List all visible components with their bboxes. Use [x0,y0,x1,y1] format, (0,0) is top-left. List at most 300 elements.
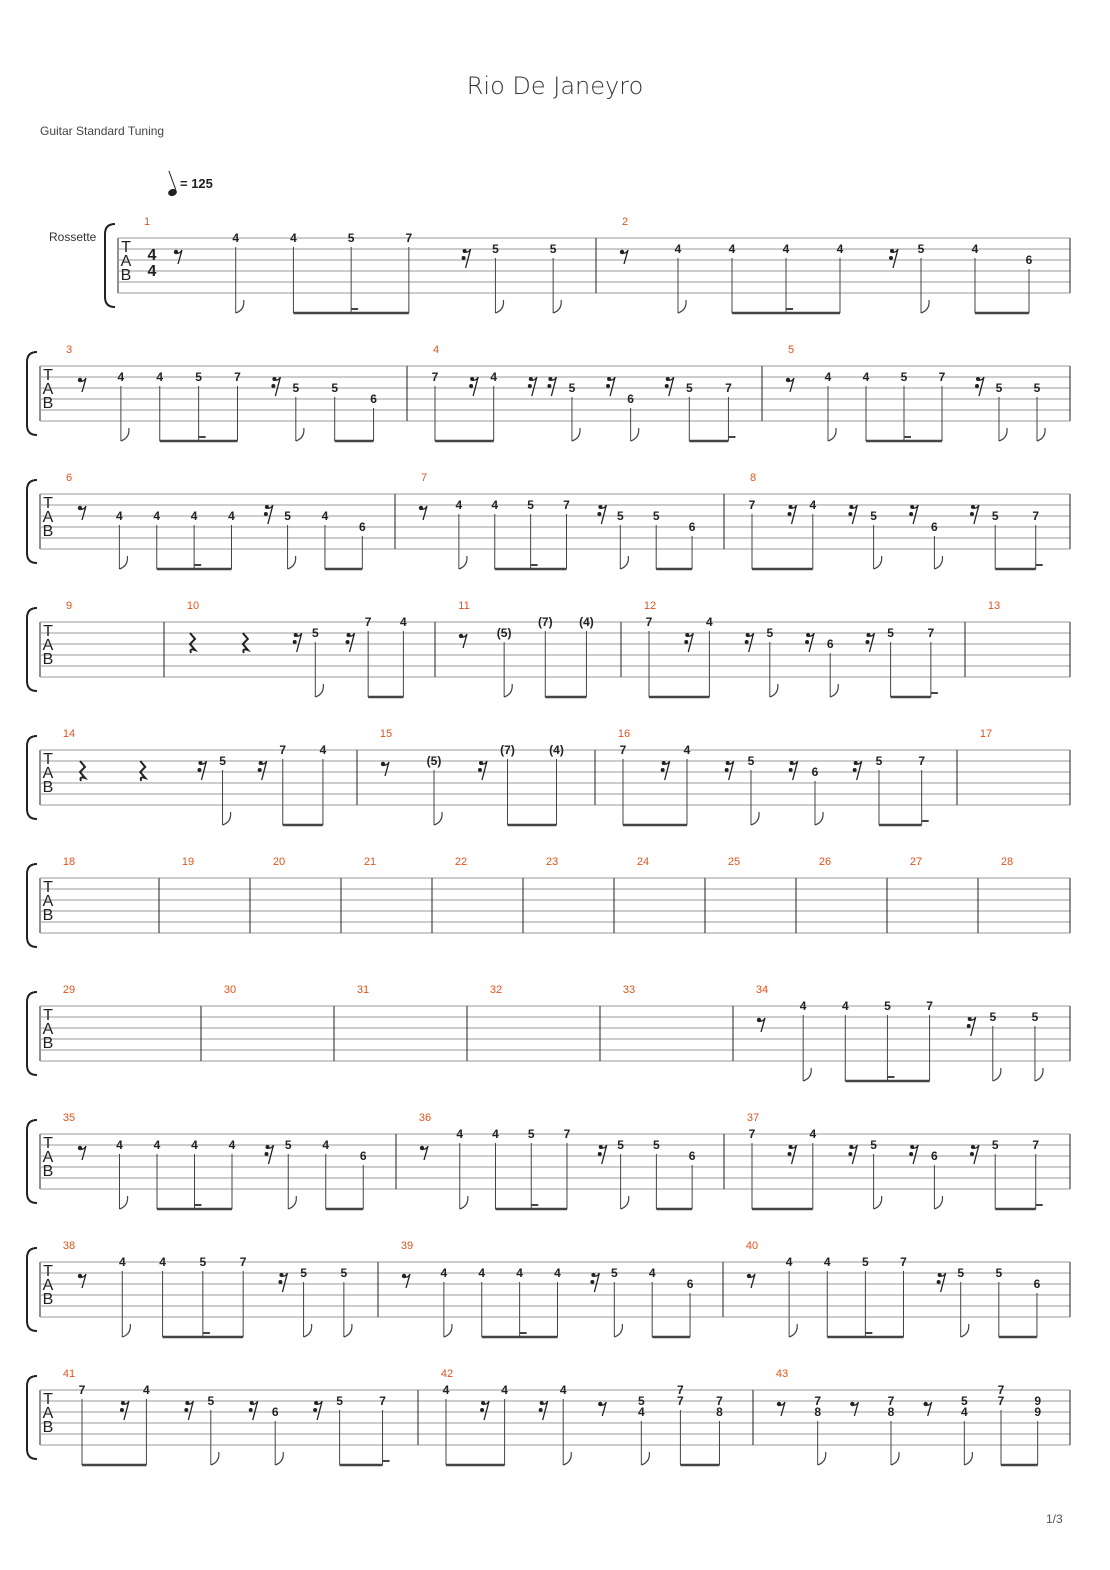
page-number: 1/3 [1046,1512,1063,1526]
sixteenth-rest [937,1280,941,1284]
measure-number: 9 [65,600,73,612]
fret-number: 6 [358,520,366,534]
measure-number: 21 [363,856,377,868]
sixteenth-rest [889,256,893,260]
note-flag [921,300,929,313]
measure-number: 25 [727,856,741,868]
fret-number: 5 [991,1138,999,1152]
fret-number: (7) [500,743,515,757]
fret-number: 5 [637,1394,645,1408]
sixteenth-rest [967,1024,971,1028]
fret-number: 7 [887,1394,895,1408]
sixteenth-rest [788,512,792,516]
fret-number: 4 [116,1138,123,1152]
fret-number: 7 [997,1383,1005,1397]
fret-number: 7 [563,498,570,512]
sixteenth-rest [278,1280,282,1284]
fret-number: 4 [153,1138,161,1152]
fret-number: 5 [340,1266,348,1280]
measure-number: 36 [418,1112,432,1124]
fret-number: 7 [239,1255,247,1269]
system-brace [27,992,37,1075]
measure-number: 37 [746,1112,760,1124]
fret-number: 9 [1034,1394,1042,1408]
note-flag [964,1452,972,1465]
fret-number: (7) [537,615,553,629]
fret-number: 6 [370,392,377,406]
sixteenth-rest [590,1280,594,1284]
fret-number: 5 [653,1138,660,1152]
note-flag [495,300,503,313]
tempo-value: = 125 [180,176,213,191]
sixteenth-rest [293,640,297,644]
quarter-rest [243,633,248,653]
fret-number: 5 [870,509,877,523]
note-flag [304,1324,312,1337]
fret-number: 7 [379,1394,386,1408]
note-flag [120,1196,128,1209]
fret-number: 4 [706,615,713,629]
fret-number: 4 [478,1266,486,1280]
note-flag [288,1196,296,1209]
quarter-rest [80,761,85,781]
note-flag [620,556,628,569]
fret-number: 5 [995,381,1003,395]
fret-number: 7 [364,615,372,629]
fret-number: 5 [568,381,576,395]
note-flag [815,812,823,825]
sixteenth-rest [909,1152,913,1156]
tab-clef-letter: A [42,1149,54,1166]
tab-clef-letter: A [42,765,54,782]
fret-number: 5 [991,509,999,523]
tab-clef-letter: B [42,779,54,796]
fret-number: 7 [997,1394,1005,1408]
fret-number: 4 [554,1266,561,1280]
tab-clef-letter: A [42,1021,54,1038]
measure-number: 29 [62,984,76,996]
measure-number: 5 [787,344,795,356]
fret-number: 4 [559,1383,567,1397]
sixteenth-rest [462,256,466,260]
fret-number: 5 [336,1394,343,1408]
fret-number: 7 [900,1255,907,1269]
sixteenth-rest [970,512,974,516]
fret-number: 6 [811,765,819,779]
fret-number: 5 [1031,1010,1039,1024]
measure-number: 14 [62,728,76,740]
fret-number: 5 [1033,381,1041,395]
note-flag [803,1068,811,1081]
note-flag [122,1324,130,1337]
fret-number: 7 [938,370,946,384]
fret-number: 8 [716,1405,723,1419]
note-flag [621,1196,629,1209]
fret-number: 6 [686,1277,694,1291]
note-flag [223,812,231,825]
fret-number: 5 [219,754,226,768]
measure-number: 40 [745,1240,759,1252]
note-flag [315,684,323,697]
fret-number: 8 [814,1405,822,1419]
fret-number: 5 [960,1394,968,1408]
fret-number: 4 [190,509,198,523]
fret-number: 7 [725,381,732,395]
measure-number: 3 [65,344,73,356]
fret-number: 7 [234,370,241,384]
fret-number: 4 [516,1266,523,1280]
fret-number: 4 [862,370,870,384]
tab-clef-letter: B [42,1291,54,1308]
note-flag [830,684,838,697]
time-signature: 4 [147,263,157,280]
tab-clef-letter: T [43,879,53,896]
instrument-name: Rossette [49,230,97,244]
sixteenth-rest [853,768,857,772]
fret-number: 7 [645,615,653,629]
fret-number: 5 [311,626,319,640]
fret-number: 4 [232,231,240,245]
fret-number: 4 [143,1383,150,1397]
sixteenth-rest [184,1408,188,1412]
tab-clef-letter: B [42,651,54,668]
fret-number: 4 [799,999,807,1013]
measure-number: 33 [622,984,636,996]
note-flag [459,556,467,569]
fret-number: 6 [931,1149,938,1163]
fret-number: 5 [616,509,624,523]
fret-number: 5 [527,1127,535,1141]
fret-number: 7 [814,1394,822,1408]
sixteenth-rest [684,640,688,644]
fret-number: 7 [748,498,756,512]
note-flag [460,1196,468,1209]
fret-number: 9 [1034,1405,1042,1419]
fret-number: 5 [917,242,925,256]
tab-clef-letter: T [43,1007,53,1024]
fret-number: 7 [677,1394,684,1408]
measure-number: 4 [432,344,440,356]
fret-number: 5 [884,999,891,1013]
sixteenth-rest [271,384,275,388]
fret-number: 6 [688,520,696,534]
fret-number: 7 [563,1127,571,1141]
fret-number: 7 [431,370,439,384]
note-flag [275,1452,283,1465]
fret-number: 6 [826,637,834,651]
note-flag [934,1196,942,1209]
sixteenth-rest [970,1152,974,1156]
note-flag [572,428,580,441]
fret-number: 4 [191,1138,198,1152]
measure-number: 15 [379,728,393,740]
fret-number: 7 [918,754,926,768]
tab-clef-letter: B [42,1035,54,1052]
fret-number: 4 [321,509,329,523]
tab-clef-letter: B [42,523,54,540]
sixteenth-rest [264,512,268,516]
sixteenth-rest [265,1152,269,1156]
fret-number: 6 [931,520,938,534]
tab-clef-letter: B [42,1419,54,1436]
note-flag [934,556,942,569]
measure-number: 12 [643,600,657,612]
fret-number: 5 [300,1266,307,1280]
fret-number: 6 [688,1149,696,1163]
measure-number: 39 [400,1240,414,1252]
fret-number: 4 [674,242,682,256]
tab-clef-letter: A [42,1405,54,1422]
fret-number: 5 [492,242,499,256]
fret-number: 5 [685,381,693,395]
fret-number: 7 [677,1383,684,1397]
fret-number: 4 [400,615,407,629]
sixteenth-rest [346,640,350,644]
fret-number: 5 [527,498,534,512]
fret-number: 4 [782,242,790,256]
tab-clef-letter: B [42,907,54,924]
fret-number: 4 [490,370,498,384]
note-flag [121,428,129,441]
fret-number: 5 [207,1394,215,1408]
measure-number: 30 [223,984,237,996]
fret-number: 4 [809,498,817,512]
note-flag [789,1324,797,1337]
note-flag [818,1452,826,1465]
sixteenth-rest [725,768,729,772]
note-flag [296,428,304,441]
note-flag [891,1452,899,1465]
measure-number: 28 [1000,856,1014,868]
system-brace [27,864,37,947]
fret-number: 4 [228,1138,236,1152]
sixteenth-rest [745,640,749,644]
fret-number: 5 [195,370,202,384]
system-brace [27,352,37,435]
measure-number: 20 [272,856,286,868]
measure-number: 43 [775,1368,789,1380]
sixteenth-rest [606,384,610,388]
fret-number: 4 [841,999,849,1013]
fret-number: 4 [492,1127,499,1141]
measure-number: 34 [755,984,769,996]
fret-number: 6 [271,1405,279,1419]
tab-clef-letter: A [42,381,54,398]
note-flag [344,1324,352,1337]
measure-number: 41 [62,1368,76,1380]
fret-number: 4 [824,370,832,384]
fret-number: 6 [359,1149,367,1163]
fret-number: 5 [347,231,355,245]
fret-number: 4 [440,1266,448,1280]
fret-number: 5 [887,626,894,640]
tab-clef-letter: T [43,1263,53,1280]
measure-number: 1 [143,216,151,228]
fret-number: 4 [809,1127,817,1141]
tab-clef-letter: A [120,253,132,270]
note-flag [563,1452,571,1465]
fret-number: 6 [1033,1277,1041,1291]
note-flag [119,556,127,569]
note-flag [444,1324,452,1337]
measure-number: 32 [489,984,503,996]
fret-number: 4 [117,370,125,384]
measure-number: 26 [818,856,832,868]
fret-number: 4 [501,1383,508,1397]
fret-number: 4 [728,242,736,256]
system-brace [27,736,37,819]
fret-number: 5 [284,1138,292,1152]
fret-number: 4 [785,1255,793,1269]
fret-number: 5 [900,370,908,384]
sixteenth-rest [788,1152,792,1156]
tab-clef-letter: A [42,893,54,910]
sixteenth-rest [528,384,532,388]
fret-number: 4 [648,1266,656,1280]
fret-number: 7 [716,1394,723,1408]
sixteenth-rest [120,1408,124,1412]
quarter-rest [140,761,145,781]
fret-number: 4 [637,1405,645,1419]
tab-clef-letter: A [42,1277,54,1294]
note-flag [553,300,561,313]
tab-clef-letter: T [43,367,53,384]
tab-clef-letter: T [43,1135,53,1152]
fret-number: 4 [455,498,463,512]
measure-number: 31 [356,984,370,996]
fret-number: 5 [652,509,660,523]
note-flag [961,1324,969,1337]
tab-clef-letter: B [42,1163,54,1180]
fret-number: 4 [118,1255,126,1269]
fret-number: 7 [748,1127,756,1141]
fret-number: 4 [836,242,844,256]
note-flag [288,556,296,569]
note-flag [999,428,1007,441]
measure-number: 27 [909,856,923,868]
fret-number: 4 [322,1138,330,1152]
fret-number: 7 [1032,509,1040,523]
fret-number: 5 [747,754,755,768]
note-flag [434,812,442,825]
tab-clef-letter: T [43,623,53,640]
fret-number: (5) [426,754,442,768]
fret-number: 4 [228,509,235,523]
measure-number: 19 [181,856,195,868]
fret-number: 7 [619,743,627,757]
system-brace [27,1376,37,1459]
fret-number: 5 [199,1255,207,1269]
sixteenth-rest [313,1408,317,1412]
sixteenth-rest [478,768,482,772]
fret-number: 5 [862,1255,869,1269]
quarter-rest [190,633,195,653]
measure-number: 16 [617,728,631,740]
tab-clef-letter: T [43,1391,53,1408]
fret-number: 4 [290,231,297,245]
note-flag [236,300,244,313]
tab-clef-letter: A [42,509,54,526]
sixteenth-rest [258,768,262,772]
fret-number: 4 [683,743,691,757]
tab-clef-letter: A [42,637,54,654]
note-flag [770,684,778,697]
fret-number: 5 [766,626,774,640]
fret-number: 4 [153,509,161,523]
measure-number: 24 [636,856,650,868]
measure-number: 7 [420,472,428,484]
sixteenth-rest [975,384,979,388]
note-flag [641,1452,649,1465]
fret-number: 7 [279,743,287,757]
sixteenth-rest [665,384,669,388]
fret-number: 5 [870,1138,877,1152]
fret-number: 6 [627,392,634,406]
tab-clef-letter: T [121,239,131,256]
note-flag [874,556,882,569]
measure-number: 35 [62,1112,76,1124]
sixteenth-rest [805,640,809,644]
sixteenth-rest [848,512,852,516]
tab-clef-letter: T [43,751,53,768]
fret-number: 8 [887,1405,895,1419]
sixteenth-rest [480,1408,484,1412]
system-brace [105,224,115,307]
fret-number: 4 [971,242,979,256]
fret-number: 7 [927,626,935,640]
note-flag [1037,428,1045,441]
note-flag [751,812,759,825]
sixteenth-rest [469,384,473,388]
system-brace [27,1248,37,1331]
sixteenth-rest [789,768,793,772]
measure-number: 22 [454,856,468,868]
fret-number: 7 [1032,1138,1040,1152]
fret-number: (4) [579,615,594,629]
fret-number: 5 [292,381,300,395]
system-brace [27,1120,37,1203]
tab-clef-letter: B [120,267,132,284]
tab-clef-letter: B [42,395,54,412]
measure-number: 13 [987,600,1001,612]
measure-number: 17 [979,728,993,740]
time-signature: 4 [147,247,157,264]
sixteenth-rest [197,768,201,772]
fret-number: 4 [442,1383,450,1397]
fret-number: 5 [617,1138,624,1152]
measure-number: 8 [749,472,757,484]
note-flag [993,1068,1001,1081]
sixteenth-rest [598,1152,602,1156]
fret-number: 5 [549,242,557,256]
note-flag [614,1324,622,1337]
fret-number: 5 [284,509,291,523]
measure-number: 11 [458,600,470,612]
sixteenth-rest [547,384,551,388]
measure-number: 38 [62,1240,76,1252]
measure-number: 10 [186,600,200,612]
note-flag [678,300,686,313]
note-flag [874,1196,882,1209]
measure-number: 23 [545,856,559,868]
sixteenth-rest [909,512,913,516]
fret-number: 4 [116,509,123,523]
fret-number: 5 [989,1010,997,1024]
system-brace [27,608,37,691]
fret-number: 4 [319,743,327,757]
fret-number: 5 [875,754,883,768]
note-flag [631,428,639,441]
